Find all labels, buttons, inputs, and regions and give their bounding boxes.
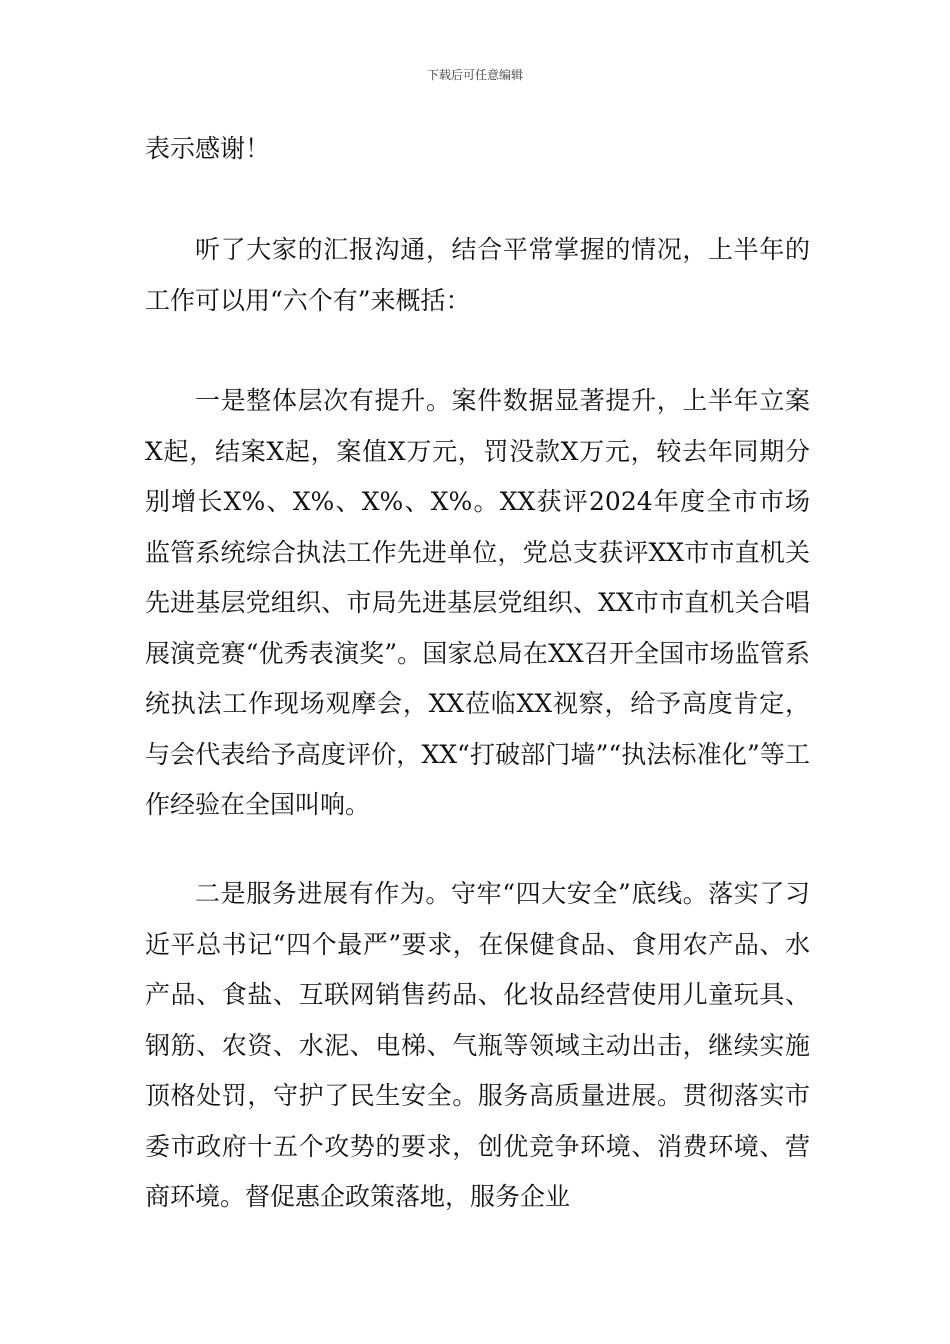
paragraph-point-one: 一是整体层次有提升。案件数据显著提升，上半年立案X起，结案X起，案值X万元，罚没款X万元，较去年同期分别增长X%、X%、X%、X%。XX获评2024年度全市市场监管系统综合执法工作先进单位，党总支获评XX市市直机关先进基层党组织、市局先进基层党组织、XX市市直机关合唱展演竞赛“优秀表演奖”。国家总局在XX召开全国市场监管系统执法工作现场观摩会，XX莅临XX视察，给予高度肯定，与会代表给予高度评价，XX“打破部门墙”“执法标准化”等工作经验在全国叫响。 xyxy=(145,386,810,819)
paragraph-point-two: 二是服务进展有作为。守牢“四大安全”底线。落实了习近平总书记“四个最严”要求，在保健食品、食用农产品、水产品、食盐、互联网销售药品、化妆品经营使用儿童玩具、钢筋、农资、水泥、电梯、气瓶等领域主动出击，继续实施顶格处罚，守护了民生安全。服务高质量进展。贯彻落实市委市政府十五个攻势的要求，创优竞争环境、消费环境、营商环境。督促惠企政策落地，服务企业 xyxy=(145,879,810,1211)
page-header: 下载后可任意编辑 xyxy=(426,68,523,82)
document-body xyxy=(145,225,810,326)
document-body xyxy=(145,869,810,1223)
document-body xyxy=(145,376,810,831)
paragraph-closing-thanks: 表示感谢！ xyxy=(145,134,271,163)
paragraph-summary-intro: 听了大家的汇报沟通，结合平常掌握的情况，上半年的工作可以用“六个有”来概括： xyxy=(145,235,810,315)
document-body xyxy=(145,124,810,175)
